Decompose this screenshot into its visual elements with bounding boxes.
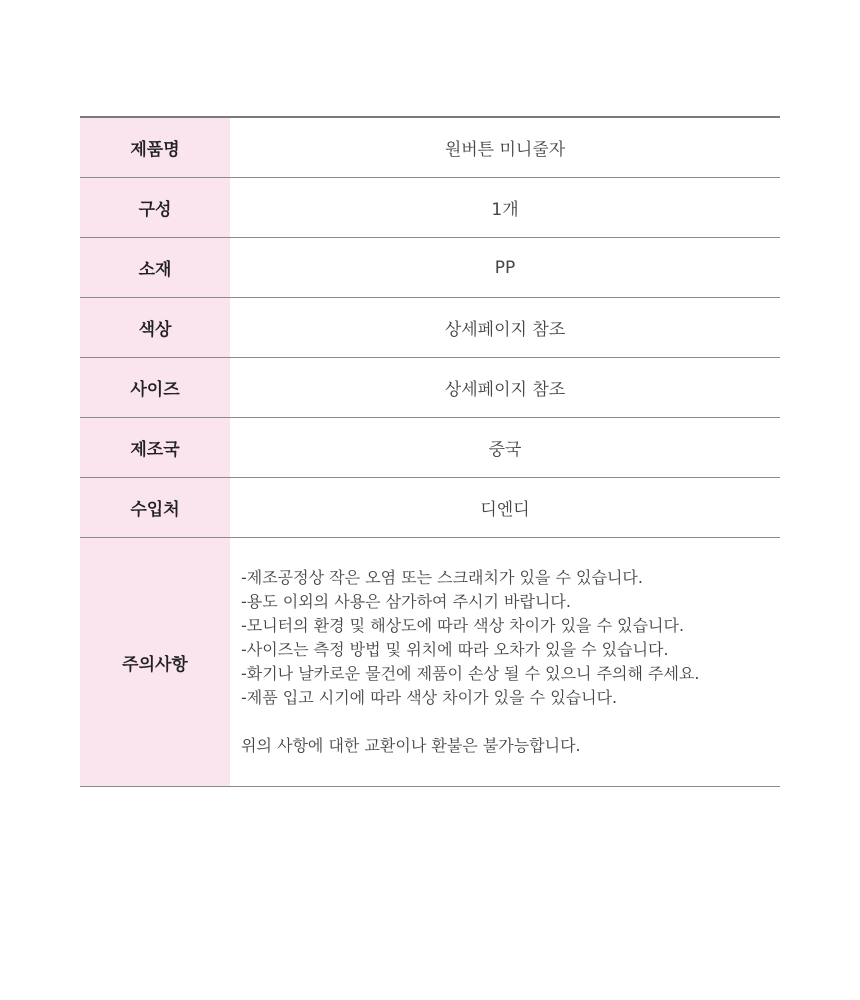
table-row-size	[80, 358, 780, 418]
table-row-composition	[80, 178, 780, 238]
row-value: 원버튼 미니줄자	[444, 140, 566, 160]
row-label: 주의사항	[80, 538, 230, 786]
spacer	[241, 710, 780, 734]
row-label: 수입처	[80, 478, 230, 537]
row-label: 구성	[80, 178, 230, 237]
cautions-text	[230, 538, 780, 786]
caution-line: -제품 입고 시기에 따라 색상 차이가 있을 수 있습니다.	[241, 688, 618, 707]
table-row-color	[80, 298, 780, 358]
row-label: 색상	[80, 298, 230, 357]
row-label: 사이즈	[80, 358, 230, 417]
row-value: 1개	[491, 200, 519, 220]
row-value: 중국	[488, 440, 522, 460]
caution-line: -모니터의 환경 및 해상도에 따라 색상 차이가 있을 수 있습니다.	[241, 616, 685, 635]
row-value: PP	[494, 257, 516, 278]
row-label: 소재	[80, 238, 230, 297]
caution-line: -사이즈는 측정 방법 및 위치에 따라 오차가 있을 수 있습니다.	[241, 640, 669, 659]
caution-line: -제조공정상 작은 오염 또는 스크래치가 있을 수 있습니다.	[241, 568, 643, 587]
caution-line: -화기나 날카로운 물건에 제품이 손상 될 수 있으니 주의해 주세요.	[241, 664, 700, 683]
caution-line: -용도 이외의 사용은 삼가하여 주시기 바랍니다.	[241, 592, 571, 611]
refund-policy-line: 위의 사항에 대한 교환이나 환불은 불가능합니다.	[241, 736, 581, 755]
product-info-table	[80, 116, 780, 787]
row-value: 상세페이지 참조	[444, 320, 566, 340]
table-row-cautions	[80, 538, 780, 787]
row-label: 제품명	[80, 118, 230, 177]
row-value: 상세페이지 참조	[444, 380, 566, 400]
row-value: 디엔디	[480, 500, 530, 520]
table-row-origin	[80, 418, 780, 478]
table-row-importer	[80, 478, 780, 538]
row-label: 제조국	[80, 418, 230, 477]
table-row-material	[80, 238, 780, 298]
table-row-product-name	[80, 118, 780, 178]
